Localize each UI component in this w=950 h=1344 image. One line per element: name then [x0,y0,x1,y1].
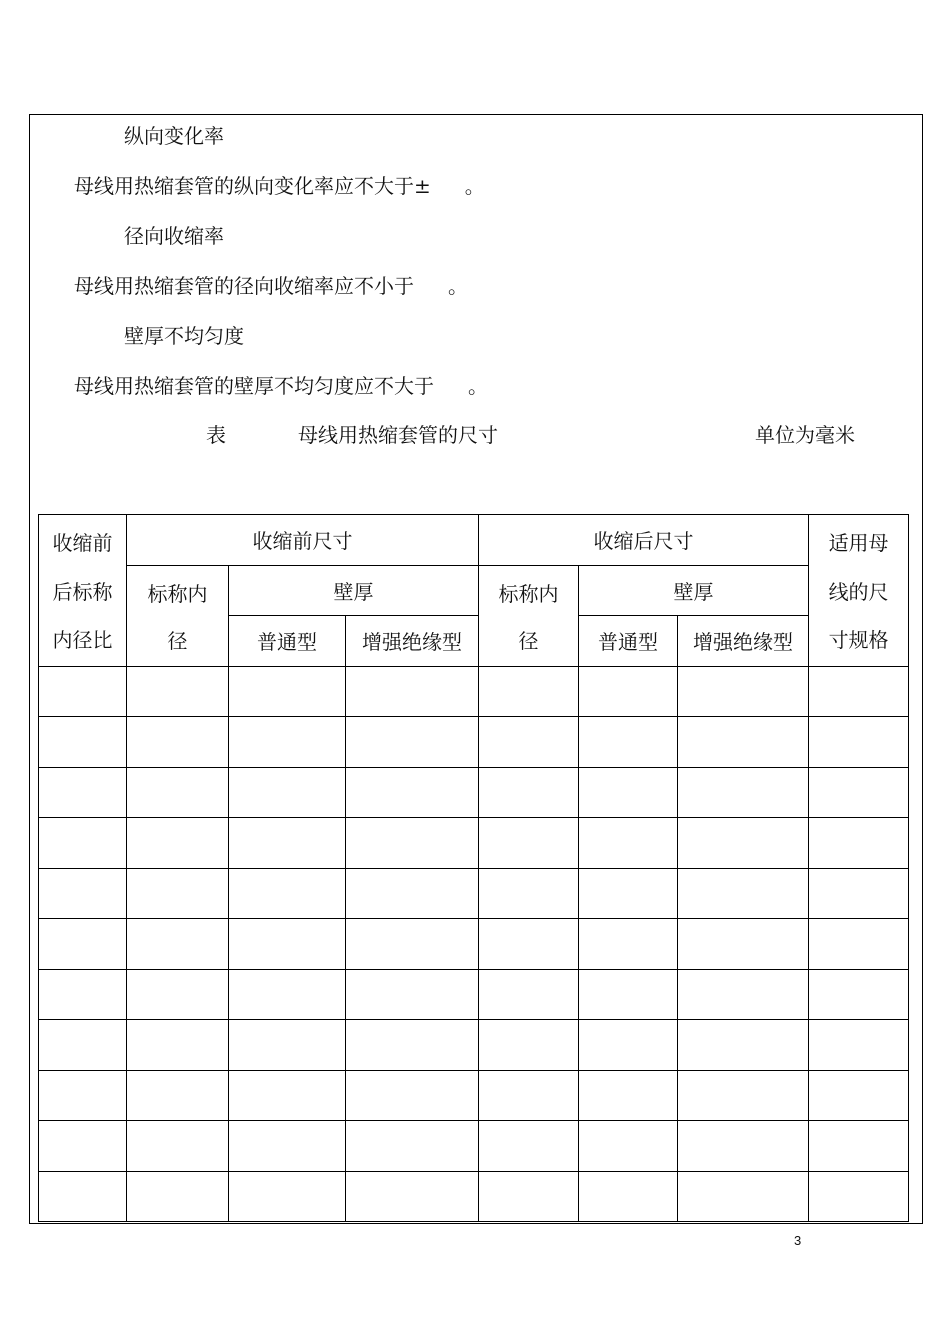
header-reinforced-before: 增强绝缘型 [346,616,479,667]
table-cell [678,1020,809,1071]
table-cell [39,717,127,768]
heading-radial: 径向收缩率 [124,224,224,248]
table-cell [809,1070,909,1121]
header-nominal-after: 标称内 径 [479,565,579,666]
header-wall-before: 壁厚 [229,565,479,616]
paragraph-wall-unevenness: 母线用热缩套管的壁厚不均匀度应不大于 。 [74,374,488,398]
table-cell [346,1171,479,1222]
table-cell [39,1171,127,1222]
header-reinforced-after: 增强绝缘型 [678,616,809,667]
table-cell [809,767,909,818]
table-cell [127,1070,229,1121]
table-cell [39,1121,127,1172]
table-cell [809,868,909,919]
table-cell [579,1121,678,1172]
table-cell [127,969,229,1020]
table-cell [579,767,678,818]
table-cell [579,919,678,970]
header-after: 收缩后尺寸 [479,515,809,566]
table-cell [127,919,229,970]
table-cell [579,1070,678,1121]
table-cell [127,1121,229,1172]
dimension-table [38,514,909,1222]
header-wall-after: 壁厚 [579,565,809,616]
table-cell [479,868,579,919]
table-cell [346,818,479,869]
table-row [39,969,909,1020]
paragraph-longitudinal: 母线用热缩套管的纵向变化率应不大于± 。 [74,174,485,198]
table-cell [39,868,127,919]
table-cell [229,868,346,919]
table-cell [127,767,229,818]
header-applicable: 适用母 线的尺 寸规格 [809,515,909,667]
table-cell [579,1020,678,1071]
table-cell [127,1171,229,1222]
table-cell [678,1171,809,1222]
table-cell [809,1121,909,1172]
table-cell [809,818,909,869]
table-cell [678,1070,809,1121]
table-cell [678,868,809,919]
table-row [39,1171,909,1222]
table-cell [809,919,909,970]
table-cell [479,969,579,1020]
table-cell [229,666,346,717]
header-nominal-before: 标称内 径 [127,565,229,666]
table-cell [229,1171,346,1222]
table-cell [39,1070,127,1121]
table-row [39,666,909,717]
table-row [39,767,909,818]
table-cell [809,717,909,768]
table-row [39,1070,909,1121]
table-cell [678,767,809,818]
header-ratio: 收缩前 后标称 内径比 [39,515,127,667]
table-cell [579,666,678,717]
table-cell [809,666,909,717]
paragraph-radial: 母线用热缩套管的径向收缩率应不小于 。 [74,274,468,298]
heading-longitudinal: 纵向变化率 [124,124,224,148]
table-cell [229,767,346,818]
table-cell [346,1070,479,1121]
table-cell [39,818,127,869]
table-cell [809,969,909,1020]
table-cell [678,969,809,1020]
table-cell [579,1171,678,1222]
table-row [39,868,909,919]
table-cell [346,919,479,970]
table-cell [809,1171,909,1222]
table-cell [346,767,479,818]
table-cell [678,666,809,717]
table-row [39,1020,909,1071]
table-row [39,818,909,869]
table-cell [39,969,127,1020]
table-cell [229,969,346,1020]
header-before: 收缩前尺寸 [127,515,479,566]
table-cell [39,666,127,717]
table-cell [678,1121,809,1172]
table-cell [479,717,579,768]
table-cell [127,818,229,869]
table-cell [39,919,127,970]
table-label: 表 [206,423,226,447]
table-cell [127,1020,229,1071]
table-cell [346,1020,479,1071]
table-cell [678,919,809,970]
table-cell [579,818,678,869]
table-cell [127,868,229,919]
table-cell [579,969,678,1020]
table-cell [479,1121,579,1172]
table-cell [229,1121,346,1172]
table-cell [229,818,346,869]
table-cell [127,717,229,768]
table-cell [346,666,479,717]
table-cell [479,1020,579,1071]
table-cell [579,717,678,768]
table-cell [479,1171,579,1222]
table-cell [678,717,809,768]
table-cell [229,1070,346,1121]
table-cell [346,868,479,919]
table-row [39,1121,909,1172]
table-cell [678,818,809,869]
table-cell [229,717,346,768]
table-cell [229,919,346,970]
table-cell [479,666,579,717]
table-cell [479,767,579,818]
table-row [39,717,909,768]
table-cell [229,1020,346,1071]
table-cell [127,666,229,717]
page-number: 3 [794,1233,802,1248]
table-cell [479,1070,579,1121]
table-cell [809,1020,909,1071]
table-cell [346,1121,479,1172]
table-cell [39,1020,127,1071]
table-title: 母线用热缩套管的尺寸 [298,423,498,447]
table-cell [479,818,579,869]
header-normal-before: 普通型 [229,616,346,667]
table-cell [346,717,479,768]
heading-wall-unevenness: 壁厚不均匀度 [124,324,244,348]
table-row [39,919,909,970]
table-cell [479,919,579,970]
table-unit: 单位为毫米 [755,423,855,447]
table-cell [346,969,479,1020]
header-normal-after: 普通型 [579,616,678,667]
table-cell [39,767,127,818]
table-cell [579,868,678,919]
